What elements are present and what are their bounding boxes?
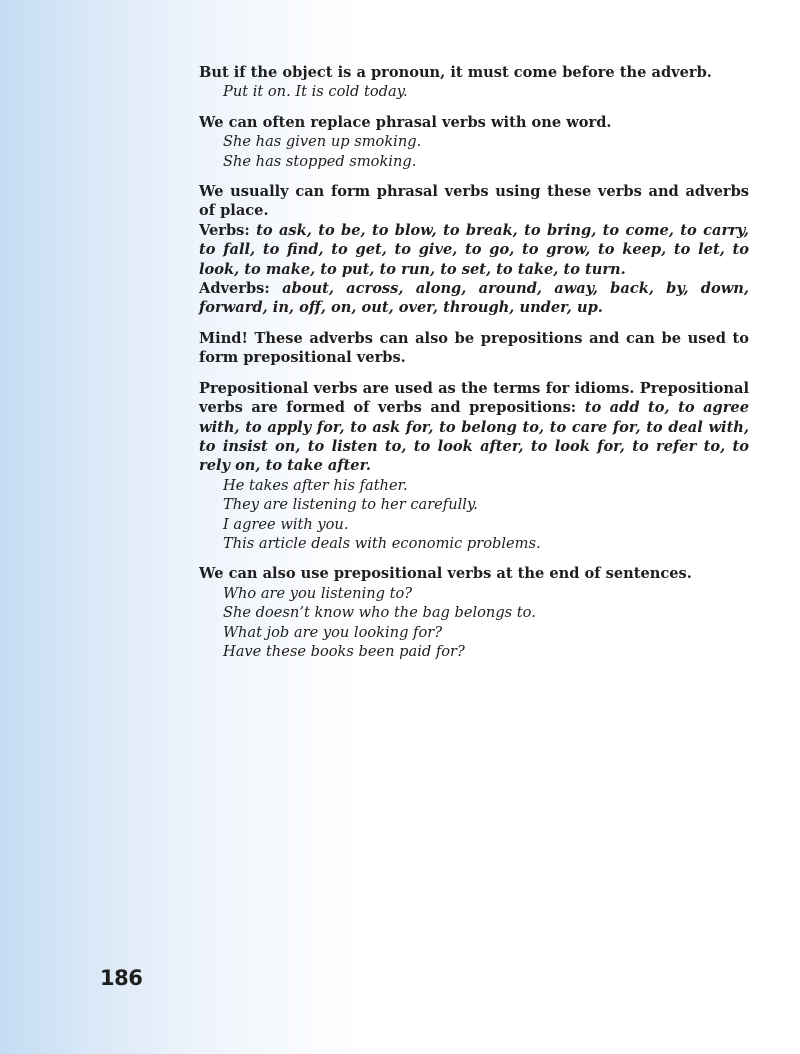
example-sentence: I agree with you.: [223, 515, 349, 533]
rule-text: [199, 379, 749, 476]
section-pronoun-object: [199, 63, 749, 102]
rule-text: But if the object is a pronoun, it must come before the adverb.: [199, 64, 712, 81]
example-sentence: He takes after his father.: [223, 476, 408, 494]
page-number: 186: [100, 966, 143, 990]
rule-text: We usually can form phrasal verbs using these verbs and adverbs of place.: [199, 183, 749, 220]
verbs-label: Verbs:: [199, 221, 250, 239]
section-form-phrasal-verbs: [199, 182, 749, 318]
rule-text: We can often replace phrasal verbs with one word.: [199, 113, 612, 131]
example-sentence: Who are you listening to?: [223, 584, 413, 602]
example-sentence: What job are you looking for?: [223, 623, 443, 641]
rule-text: We can also use prepositional verbs at the end of sentences.: [199, 565, 692, 583]
example-sentence: She has stopped smoking.: [223, 152, 417, 170]
verbs-line: [199, 221, 749, 279]
adverbs-line: [199, 279, 749, 318]
example-sentence: She doesn’t know who the bag belongs to.: [223, 604, 536, 622]
example-sentence: This article deals with economic problems.: [223, 534, 541, 552]
adverbs-label: Adverbs:: [199, 280, 270, 298]
example-sentence: Have these books been paid for?: [223, 642, 465, 660]
example-sentence: They are listening to her carefully.: [223, 496, 478, 514]
example-sentence: Put it on. It is cold today.: [223, 83, 408, 101]
page-content: [199, 63, 749, 672]
rule-text: Mind! These adverbs can also be prepositions and can be used to form prepositional verbs.: [199, 329, 749, 367]
example-sentence: She has given up smoking.: [223, 133, 422, 151]
prepositional-verbs-list: to add to, to agree with, to apply for, to ask for, to belong to, to care for, to deal with, to insist on, to listen to, to look after, to look for, to refer to, to rely on, to take after.: [199, 399, 749, 475]
section-replace-phrasal-verbs: [199, 113, 749, 171]
adverbs-list: about, across, along, around, away, back, by, down, forward, in, off, on, out, over, through, under, up.: [199, 280, 749, 317]
section-mind-note: [199, 329, 749, 368]
rule-intro: Prepositional verbs are used as the terms for idioms. Prepositional verbs are formed of verbs and prepositions:: [199, 379, 749, 417]
verbs-list: to ask, to be, to blow, to break, to bring, to come, to carry, to fall, to find, to get, to give, to go, to grow, to keep, to let, to look, to make, to put, to run, to set, to take, to turn.: [199, 221, 749, 278]
section-prepositional-verbs: [199, 379, 749, 554]
section-end-of-sentence: [199, 564, 749, 661]
